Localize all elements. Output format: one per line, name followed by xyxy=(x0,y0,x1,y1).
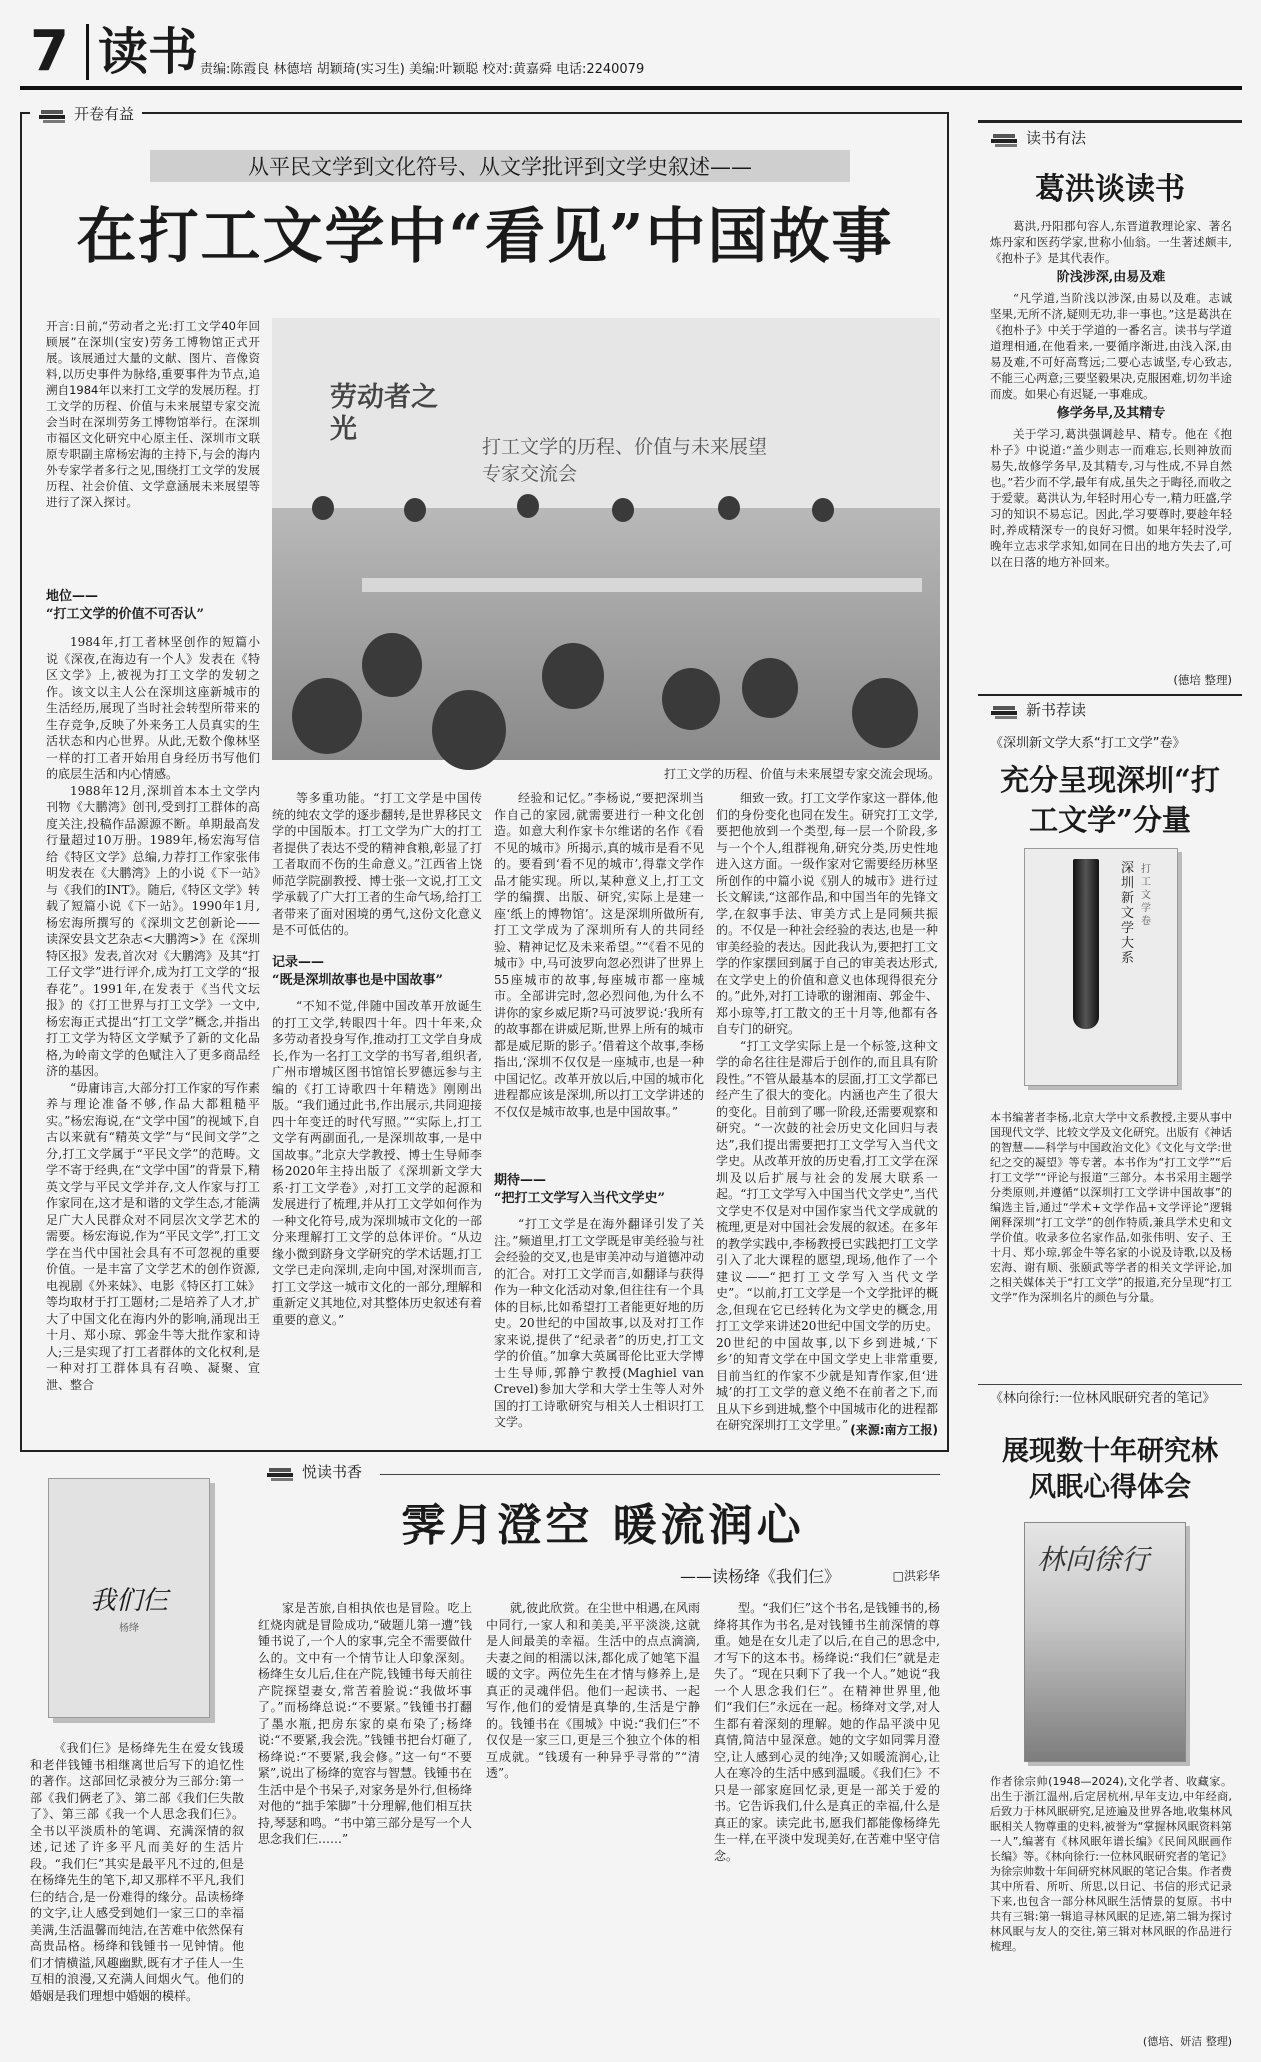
bottom-subhead: ——读杨绛《我们仨》 xyxy=(679,1567,840,1586)
main-tag-label: 开卷有益 xyxy=(74,105,135,123)
main-col-2b xyxy=(272,998,482,1436)
col1-para: 1988年12月,深圳首本本土文学内刊物《大鹏湾》创刊,受到打工群体的高度关注,投稿作品源源不断。单期最高发行量超过10万册。1989年,杨宏海写信给《特区文学》总编,力荐打工作家张伟明发表在《大鹏湾》上的小说《下一站》与《我们的INT》。随后,《特区文学》转载了短篇小说《下一站》。1990年1月,杨宏海所撰写的《深圳文艺创新论——读深安县文艺杂志<大鹏湾>》在《深圳特区报》发表,首次对《大鹏湾》及其“打工仔文学”进行评介,成为打工文学的“报春花”。1991年,在发表于《当代文坛报》的《打工世界与打工文学》一文中,杨宏海正式提出“打工文学”概念,并指出打工文学为特区文学赋予了新的文化品格,为岭南文学的色赋注入了更多商品经济的基因。 xyxy=(46,783,260,1078)
col1-para: 1984年,打工者林坚创作的短篇小说《深夜,在海边有一个人》发表在《特区文学》上,被视为打工文学的发轫之作。该文以主人公在深圳这座新城市的生活经历,展现了当时社会转型所带来的生存竞争,反映了外来务工人员真实的生活状态和内心世界。从此,无数个像林坚一样的打工者开始用自身经历书写他们的底层生活和内心情感。 xyxy=(46,635,260,781)
book-stack-icon xyxy=(990,702,1020,720)
person-head xyxy=(312,496,334,520)
person-head xyxy=(612,498,634,522)
sidebar-divider xyxy=(978,1384,1242,1385)
photo-banner-title: 打工文学的历程、价值与未来展望专家交流会 xyxy=(482,436,768,485)
main-col-2 xyxy=(272,790,482,950)
audience-head xyxy=(292,678,362,754)
bottom-col4-para: 型。“我们仨”这个书名,是钱锺书的,杨绛将其作为书名,是对钱锺书生前深情的尊重。她是在女儿走了以后,在自己的思念中,才写下的这本书。杨绛说:“我们仨”就是走失了。“现在只剩下了我一个人。”她说“我一个人思念我们仨”。在精神世界里,他们“我们仨”永远在一起。杨绛对文学,对人生都有着深刻的理解。她的作品平淡中见真情,简洁中显深意。她的文字如同霁月澄空,让人感到心灵的纯净;又如暖流润心,让人在寒冷的生活中感到温暖。《我们仨》不只是一部家庭回忆录,更是一部关于爱的书。它告诉我们,什么是真正的幸福,什么是真正的家。读完此书,愿我们都能像杨绛先生一样,在平淡中发现美好,在苦难中坚守信念。 xyxy=(714,1601,940,1863)
lead-paragraph xyxy=(46,318,260,578)
main-section-tag xyxy=(30,104,142,124)
sidebar-tag-1 xyxy=(990,128,1086,148)
book1-cover-sub: 打工文学卷 xyxy=(1141,864,1151,927)
article3-author: (德培、妍洁 整理) xyxy=(1142,2035,1232,2048)
photo-table xyxy=(362,578,922,592)
audience-head xyxy=(742,658,798,718)
sidebar-border-top xyxy=(978,120,1242,123)
sidebar-tag-1-label: 读书有法 xyxy=(1026,129,1087,147)
section-label-1: 地位—— xyxy=(46,589,99,604)
audience-head xyxy=(362,633,422,697)
bottom-col-2 xyxy=(258,1600,472,2056)
bottom-col-1 xyxy=(30,1740,244,2056)
book-stack-icon xyxy=(38,106,68,124)
main-col-1 xyxy=(46,634,260,1436)
article1-author: (德培 整理) xyxy=(1173,673,1232,687)
article1-p1: “凡学道,当阶浅以涉深,由易以及难。志诚坚果,无所不济,疑则无功,非一事也。”这是葛洪在《抱朴子》中关于学道的一番名言。读书与学道道理相通,在他看来,一要循序渐进,由浅入深,由易及难,不可好高骛远;二要心志诚坚,专心致志,不能三心两意;三要坚毅果决,克服困难,切勿半途而废。如果心有迟疑,一事难成。 xyxy=(990,291,1232,401)
sidebar-tag-2 xyxy=(990,700,1086,720)
col4-para: 细致一致。打工文学作家这一群体,他们的身份变化也同在发生。研究打工文学,要把他放到一个类型,每一层一个阶段,多与一个个人,组群视角,研究分类,历史性地进入这方面。一级作家对它需要经历林坚所创作的中篇小说《别人的城市》进行过长文解读,“这部作品,和中国当年的先锋文学,在叙事手法、审美方式上是同频共振的。不仅是一种社会经验的表达,也是一种审美经验的表达。因此我认为,要把打工文学的作家摆回到属于自己的审美表达形式,在文学史上的价值和意义也体现得很充分的。”此外,对打工诗歌的谢湘南、郭金牛、郑小琼等,打工散文的王十月等,他都有各自专门的研究。 xyxy=(716,791,938,1036)
article1-p2: 关于学习,葛洪强调趁早、精专。他在《抱朴子》中说道:“盖少则志一而难忘,长则神放而易失,故修学务早,及其精专,习与性成,不异自然也。”若少而不学,最年有成,虽失之于晦径,而收之于爱蒙。葛洪认为,年轻时用心专一,精力旺盛,学习的知识不易忘记。因此,学习要尊时,要趁年轻时,养成精深专一的良好习惯。如果年轻时没学,晚年立志求学求知,如同在日出的地方失去了,可以在日落的地方补回来。 xyxy=(990,427,1232,569)
col4-para: “打工文学实际上是一个标签,这种文学的命名往往是滞后于创作的,而且具有阶段性。”不管从最基本的层面,打工文学都已经产生了很大的变化。内涵也产生了很大的变化。目前到了哪一阶段,还需要观察和研究。“一次鼓的社会历史文化回归与表达”,我们提出需要把打工文学写入当代文学史。从改革开放的历史看,打工文学在深圳及以后扩展与社会的发展大联系一起。“打工文学写入中国当代文学史”,当代文学史不仅是对中国作家当代文学成就的梳理,更是对中国社会发展的叙述。在多年的教学实践中,李杨教授已实践把打工文学引入了北大课程的愿望,现场,他作了一个建议——“把打工文学写入当代文学史”。“以前,打工文学是一个文学批评的概念,但现在它已经转化为文学史的概念,用打工文学来讲述20世纪中国文学的历史。20世纪的中国故事,以下乡到进城,‘下乡’的知青文学在中国文学史上非常重要,目前当红的作家不少就是知青作家,但‘进城’的打工文学的意义绝不在前者之下,而且从下乡到进城,整个中国城市化的进程都在研究深圳打工文学里。” xyxy=(716,1038,938,1432)
source-credit: (来源:南方工报) xyxy=(850,1423,938,1437)
section-title: 读书 xyxy=(98,22,198,81)
col2-para: 等多重功能。“打工文学是中国传统的纯农文学的逐步翻转,是世界移民文学的中国版本。打工文学为广大的打工者提供了表达不受的精神食粮,彰显了打工者取而不伤的生命意义。”江西省上饶师范学院副教授、博士张一文说,打工文学承载了广大打工者的生命气场,给打工者带来了面对困境的勇气,这份文化意义是不可低估的。 xyxy=(272,791,482,937)
person-head xyxy=(718,496,740,520)
photo-logo: 劳动者之光 xyxy=(330,382,438,445)
audience-head xyxy=(662,668,720,730)
article3-text: 作者徐宗帅(1948—2024),文化学者、收藏家。出生于浙江温州,后定居杭州,早年支边,中年经商,后致力于林风眠研究,足迹遍及世界各地,收集林风眠相关人物尊重的史料,被誉为“掌握林风眠资料第一人”,编著有《林风眠年谱长编》《民间风眠画作长编》等。《林向徐行:一位林风眠研究者的笔记》为徐宗帅数十年间研究林风眠的笔记合集。作者费其中所看、所听、所思,以日记、书信的形式记录下来,也包含一部分林风眠生活情景的复原。书中共有三辑:第一辑追寻林风眠的足迹,第二辑为探讨林风眠与友人的交往,第三辑对林风眠的作品进行梳理。 xyxy=(990,1775,1232,1953)
bottom-tag-rule xyxy=(380,1474,940,1475)
audience-head xyxy=(852,678,918,748)
book1-pen xyxy=(1073,859,1099,1029)
article1-title: 葛洪谈读书 xyxy=(1035,172,1185,207)
masthead-divider xyxy=(86,24,89,80)
book-stack-icon xyxy=(990,130,1020,148)
book2-cover xyxy=(1024,1522,1186,1762)
section-title-2: “既是深圳故事也是中国故事” xyxy=(272,973,443,988)
article1-sub2: 修学务早,及其精专 xyxy=(1056,406,1166,421)
book2-cover-title: 林向徐行 xyxy=(1037,1543,1150,1576)
col3-para: 经验和记忆。”李杨说,“要把深圳当作自己的家园,就需要进行一种文化创造。如意大利作家卡尔维诺的名作《看不见的城市》所揭示,真的城市是看不见的。要看到‘看不见的城市’,得靠文学作品才能实现。所以,某种意义上,打工文学的编撰、出版、研究,实际上是建一座‘纸上的博物馆’。这是深圳所做所有,打工文学成为了深圳所有人的共同经验、精神记忆及未来希望。”“《看不见的城市》中,马可波罗向忽必烈讲了世界上55座城市的故事,每座城市都一座城市。全部讲完时,忽必烈问他,为什么不讲你的家乡威尼斯?马可波罗说:‘我所有的故事都在讲威尼斯,世界上所有的城市都是威尼斯的影子。’借着这个故事,李杨指出,‘深圳不仅仅是一座城市,也是一种中国记忆。改革开放以后,中国的城市化进程都应该是深圳,所以打工文学讲述的不仅仅是城市故事,也是中国故事。” xyxy=(494,791,704,1119)
bottom-col2-para: 家是苦旅,自相执依也是冒险。吃上红烧肉就是冒险成功,“破题儿第一遭”钱锺书说了,一个人的家事,完全不需要做什么的。文中有一个情节让人印象深刻。杨绛生女儿后,住在产院,钱锺书每天前往产院探望妻女,常苦着脸说:“我做坏事了。”而杨绛总说:“不要紧。”钱锺书打翻了墨水瓶,把房东家的桌布染了;杨绛说:“不要紧,我会洗。”钱锺书把台灯砸了,杨绛说:“不要紧,我会修。”这一句“不要紧”,说出了杨绛的宽容与智慧。钱锺书在生活中是个书呆子,对家务是外行,但杨绛对他的“拙手笨脚”十分理解,他们相互扶持,琴瑟和鸣。“书中第三部分是写一个人思念我们仨……” xyxy=(258,1601,472,1846)
book1-cover xyxy=(1024,848,1178,1086)
sidebar-divider xyxy=(978,694,1242,696)
article1-body xyxy=(990,218,1232,668)
bottom-book-author: 杨绛 xyxy=(119,1623,139,1634)
article3-title: 展现数十年研究林风眠心得体会 xyxy=(1002,1436,1218,1503)
main-col-3 xyxy=(494,790,704,1166)
bottom-tag-label: 悦读书香 xyxy=(302,1463,363,1481)
book1-cover-title: 深圳新文学大系 xyxy=(1121,861,1135,966)
masthead-rule xyxy=(20,86,1242,90)
person-head xyxy=(517,494,539,518)
page-number: 7 xyxy=(30,19,69,84)
article2-text: 本书编著者李杨,北京大学中文系教授,主要从事中国现代文学、比较文学及文化研究。出版有《神话的智慧——科学与中国政治文化》《文化与文学:世纪之交的凝望》等专著。本书作为“打工文学”“后打工文学”“评论与报道”三部分。本书采用主题学分类原则,并遵循“以深圳打工文学讲中国故事”的编选主旨,通过“学术+文学作品+文学评论”逻辑阐释深圳“打工文学”的创作特质,兼具学术史和文学价值。收录多位名家作品,如张伟明、安子、王十月、郑小琼,郭金牛等名家的小说及诗歌,以及杨宏海、谢有顺、张颐武等学者的相关文学评论,加之相关媒体关于“打工文学”的报道,充分呈现“打工文学”作为深圳名片的颜色与分量。 xyxy=(990,1111,1232,1304)
article2-title: 充分呈现深圳“打工文学”分量 xyxy=(1000,763,1220,837)
lead-text: 开言:日前,“劳动者之光:打工文学40年回顾展”在深圳(宝安)劳务工博物馆正式开展。该展通过大量的文献、图片、音像资料,以历史事件为脉络,重要事件为节点,追溯自1984年以来打工文学的发展历程。打工文学的历程、价值与未来展望专家交流会当时在深圳劳务工博物馆举行。在深圳市福区文化研究中心原主任、深圳市文联原专职副主席杨宏海的主持下,与会的海内外专家学者多行之见,围绕打工文学的发展历程、社会价值、文学意涵展未来展望等进行了深入探讨。 xyxy=(46,319,260,509)
person-head xyxy=(812,498,834,522)
section-title-1: “打工文学的价值不可否认” xyxy=(46,607,204,622)
bottom-author: □洪彩华 xyxy=(892,1569,940,1583)
bottom-col1-para: 《我们仨》是杨绛先生在爱女钱瑗和老伴钱锺书相继离世后写下的追忆性的著作。这部回忆录被分为三部分:第一部《我们俩老了》、第二部《我们仨失散了》、第三部《我一个人思念我们仨》。全书以平淡质朴的笔调、充满深情的叙述,记述了许多平凡而美好的生活片段。“我们仨”其实是最平凡不过的,但是在杨绛先生的笔下,却又那样不平凡,我们仨的结合,是一份难得的缘分。品读杨绛的文字,让人感受到她们一家三口的幸福美满,生活温馨而纯洁,在苦难中依然保有高贵品格。杨绛和钱锺书一见钟情。他们才情横溢,风趣幽默,既有才子佳人一生互相的浪漫,又充满人间烟火气。他们的婚姻是我们理想中婚姻的模样。 xyxy=(30,1741,244,2003)
sidebar-tag-2-label: 新书荐读 xyxy=(1026,701,1087,719)
staff-line: 责编:陈霞良 林德培 胡颖琦(实习生) 美编:叶颖聪 校对:黄嘉舜 电话:2240079 xyxy=(200,62,645,77)
main-headline: 在打工文学中“看见”中国故事 xyxy=(76,202,894,272)
audience-head xyxy=(432,690,506,770)
photo-caption: 打工文学的历程、价值与未来展望专家交流会现场。 xyxy=(663,767,940,781)
article1-intro: 葛洪,丹阳郡句容人,东晋道教理论家、著名炼丹家和医药学家,世称小仙翁。一生著述颇丰,《抱朴子》是其代表作。 xyxy=(990,219,1232,265)
bottom-book-cover xyxy=(48,1478,210,1718)
article2-book: 《深圳新文学大系“打工文学”卷》 xyxy=(990,736,1186,751)
person-head xyxy=(404,498,426,522)
bottom-col3-para: 就,彼此欣赏。在尘世中相遇,在风雨中同行,一家人和和美美,平平淡淡,这就是人间最美的幸福。生活中的点点滴滴,夫妻之间的相濡以沫,都化成了她笔下温暖的文字。两位先生在才情与修养上,是真正的灵魂伴侣。他们一起读书、一起写作,他们的爱情是真挚的,生活是宁静的。钱锺书在《围城》中说:“我们仨”不仅仅是一家三口,更是三个独立个体的相互成就。“钱瑗有一种异乎寻常的”“清透”。 xyxy=(486,1601,700,1780)
article3-book: 《林向徐行:一位林风眠研究者的笔记》 xyxy=(990,1391,1216,1406)
col1-para: “毋庸讳言,大部分打工作家的写作素养与理论准备不够,作品大都粗糙平实。”杨宏海说,在“文学中国”的视域下,自古以来就有“精英文学”与“民间文学”之分,打工文学属于“平民文学”的范畴。文学不寄于经典,在“文学中国”的背景下,精英文学与平民文学并存,文人作家与打工作家同在,这才是和谐的文学生态,才能满足广大人民群众对不同层次文学艺术的需要。杨宏海说,作为“平民文学”,打工文学在当代中国社会具有不可忽视的重要价值。一是丰富了文学艺术的创作资源,电视剧《外来妹》、电影《特区打工妹》等均取材于打工题材;二是培养了人才,扩大了中国文化在海内外的影响,涌现出王十月、郑小琼、郭金牛等大批作家和诗人;三是实现了打工者群体的文化权利,是一种对打工群体具有召唤、凝聚、宣泄、整合 xyxy=(46,1080,260,1392)
bottom-col-3 xyxy=(486,1600,700,2056)
section-label-2: 记录—— xyxy=(272,955,325,970)
audience-head xyxy=(542,643,604,709)
col3-para: “打工文学是在海外翻译引发了关注。”频道里,打工文学既是审美经验与社会经验的交叉,也是审美冲动与道德冲动的汇合。对打工文学而言,如翻译与获得作为一种文化活动对象,但往往有一个具体的目标,比如希望打工者能更好地的历史。20世纪的中国故事,以及对打工作家来说,提供了“纪录者”的历史,打工文学的价值。”加拿大英属哥伦比亚大学博士生导师,郭静宁教授(Maghiel van Crevel)参加大学和大学士生等人对外国的打工诗歌研究与相关人士相识打工文学。 xyxy=(494,1217,704,1429)
bottom-col-4 xyxy=(714,1600,940,2056)
kicker: 从平民文学到文化符号、从文学批评到文学史叙述—— xyxy=(248,155,752,179)
bottom-section-tag xyxy=(266,1462,362,1482)
article1-sub1: 阶浅涉深,由易及难 xyxy=(1056,270,1166,285)
book-stack-icon xyxy=(266,1464,296,1482)
bottom-book-title: 我们仨 xyxy=(89,1586,168,1616)
bottom-headline: 霁月澄空 暖流润心 xyxy=(401,1500,805,1551)
main-col-3b xyxy=(494,1216,704,1436)
section-title-3: “把打工文学写入当代文学史” xyxy=(494,1191,665,1206)
col2-para: “不知不觉,伴随中国改革开放诞生的打工文学,转眼四十年。四十年来,众多劳动者投身写作,推动打工文学自身成长,作为一名打工文学的书写者,组织者,广州市增城区图书馆馆长罗德远参与主编的《打工诗歌四十年精选》刚刚出版。“我们通过此书,作出展示,共同迎接四十年变迁的时代写照。”“实际上,打工文学有两副面孔,一是深圳故事,一是中国故事。”北京大学教授、博士生导师李杨2020年主持出版了《深圳新文学大系·打工文学卷》,对打工文学的起源和发展进行了梳理,并从打工文学如何作为一种文化符号,成为深圳城市文化的一部分来理解打工文学的总体评价。“从边缘小微到跻身文学研究的学术话题,打工文学已走向深圳,走向中国,对深圳而言,打工文学这一城市文化的一部分,理解和重新定义其地位,对其整体历史叙述有着重要的意义。” xyxy=(272,999,482,1327)
section-label-3: 期待—— xyxy=(494,1173,547,1188)
event-photo xyxy=(272,318,940,760)
